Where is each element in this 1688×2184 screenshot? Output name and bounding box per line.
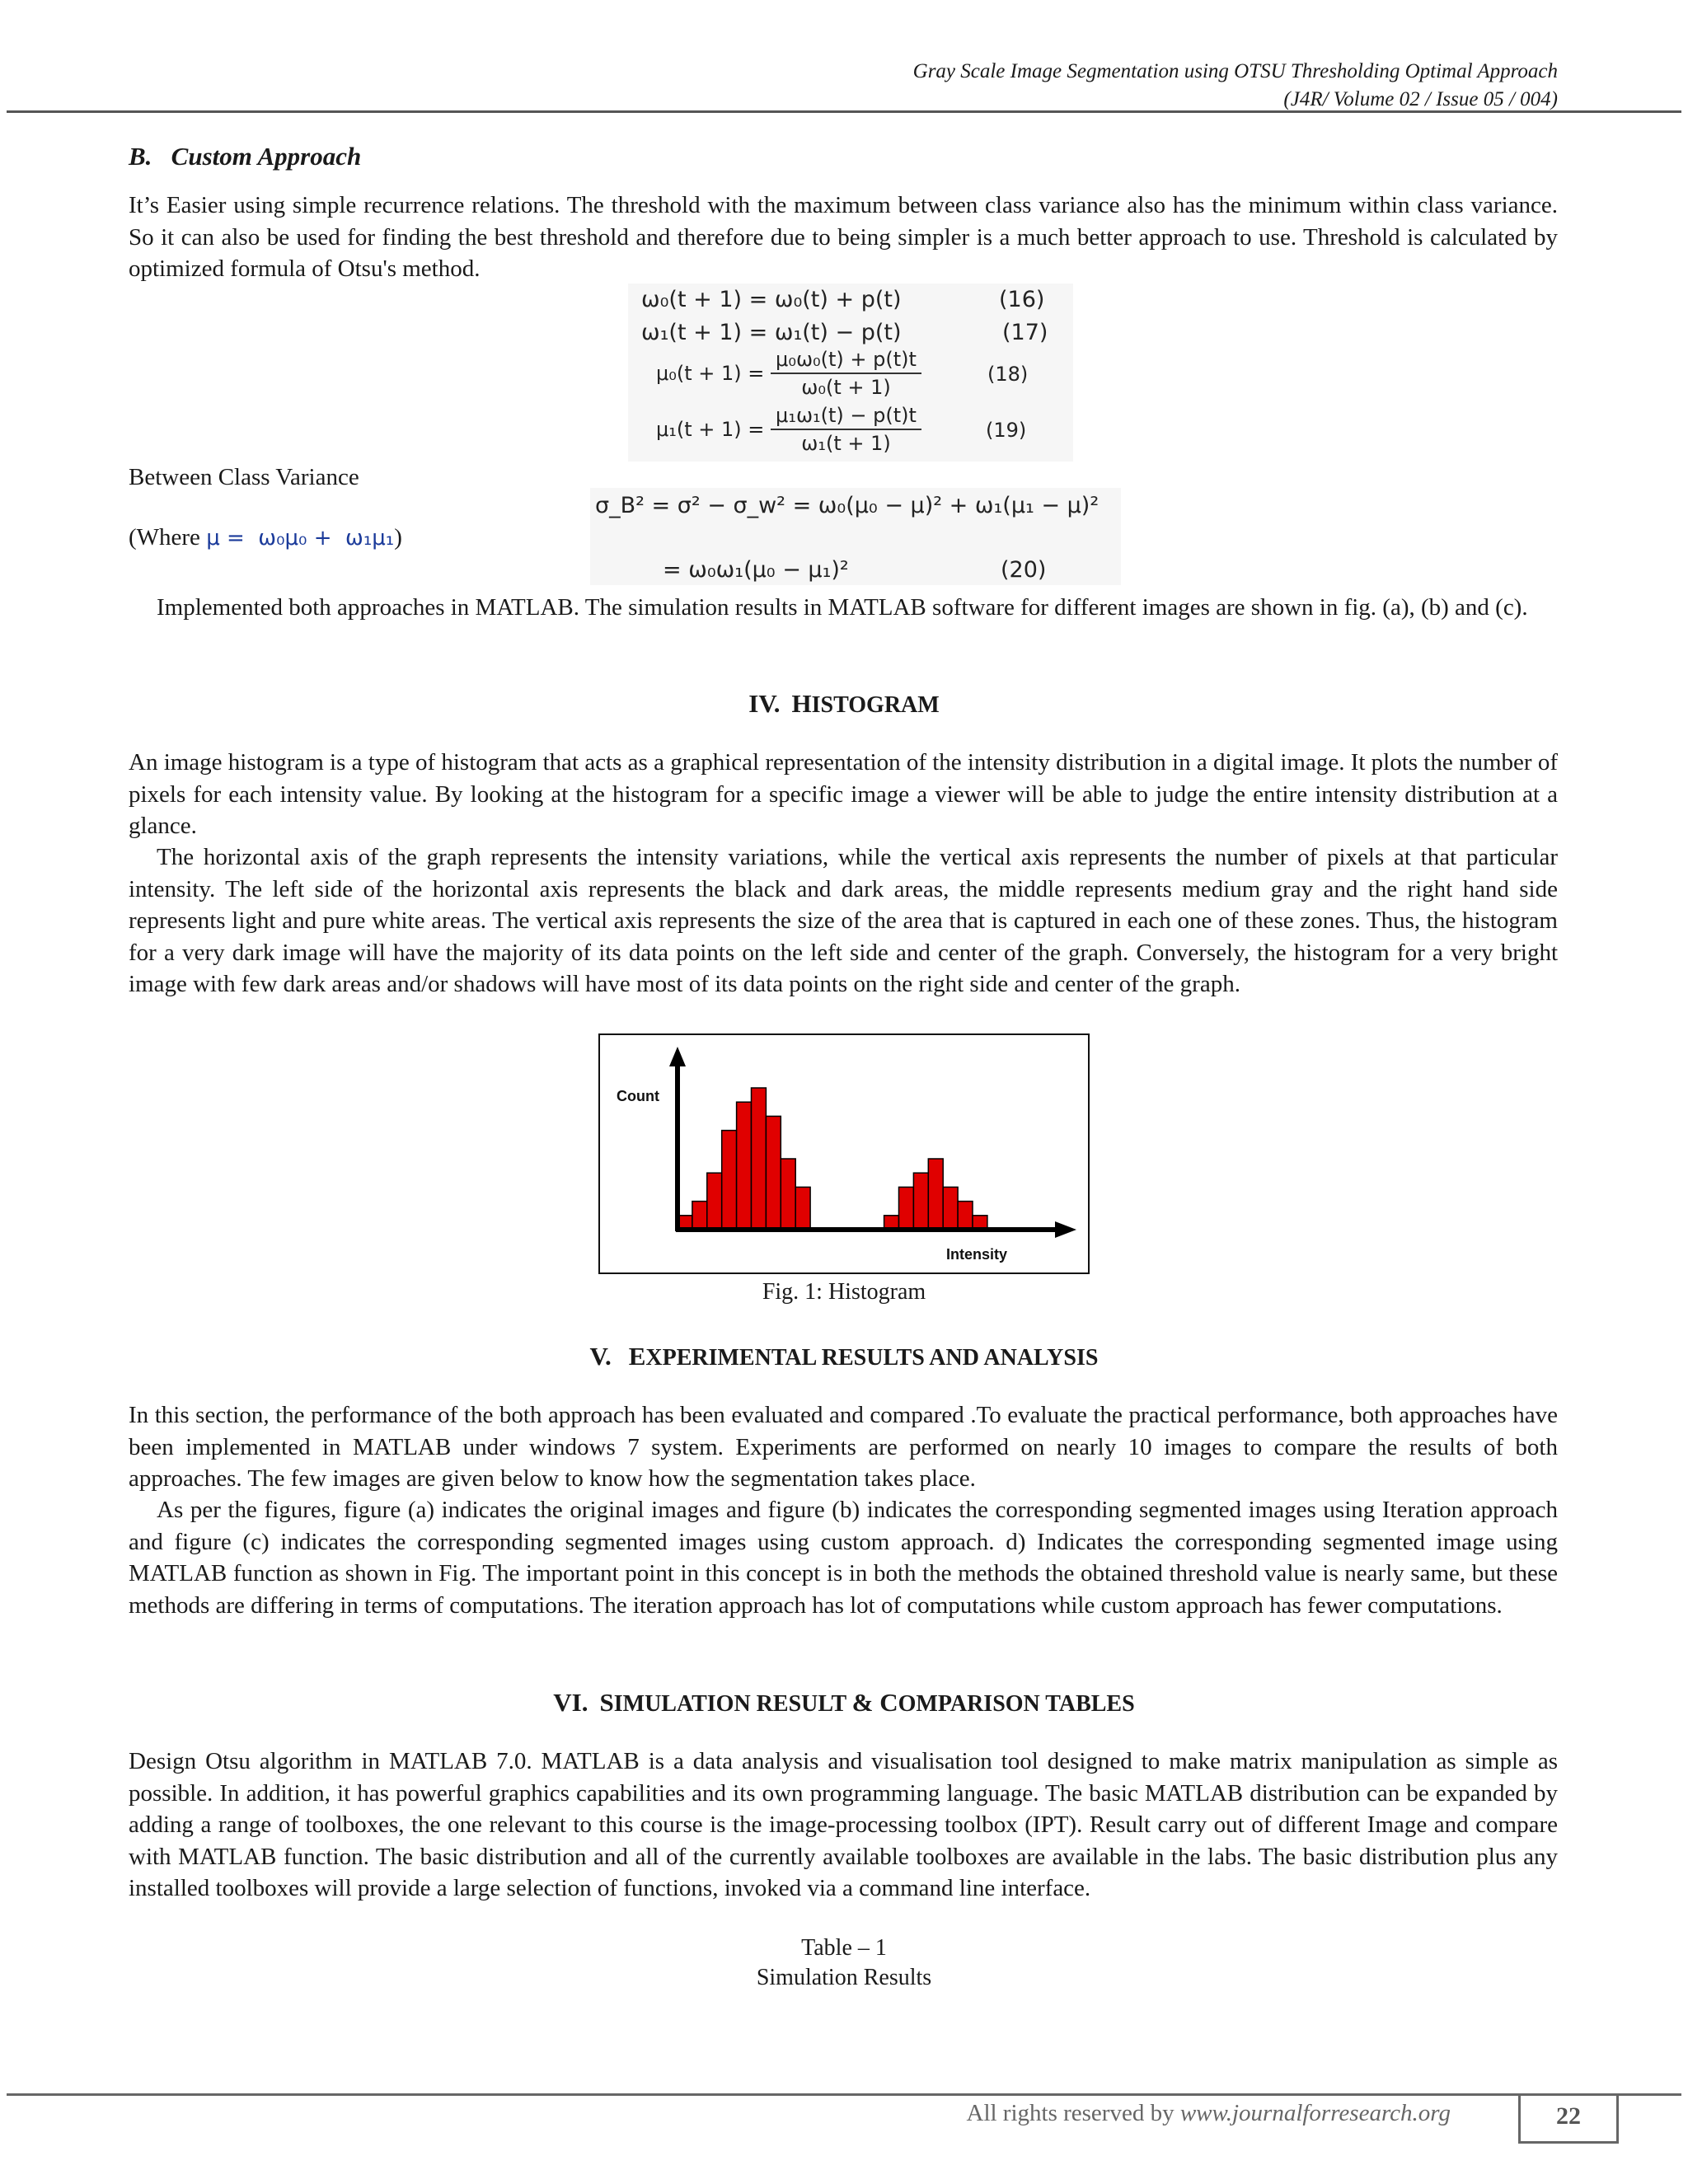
equation-18-numerator: μ₀ω₀(t) + p(t)t <box>771 348 921 374</box>
table-label: Table – 1 <box>801 1935 887 1961</box>
section-title-initial: E <box>628 1342 646 1371</box>
section-title-initial-2: C <box>873 1688 898 1717</box>
section-heading-experimental <box>0 1342 1688 1371</box>
x-axis-label: Intensity <box>946 1246 1008 1263</box>
histogram-paragraph-1: An image histogram is a type of histogram that acts as a graphical representation of the intensity distribution in a digital image. It plots the number of pixels for each intensity value. By looking at the histogram for a specific image a viewer will be able to judge the entire intensity distribution at a glance. <box>129 749 1558 839</box>
histogram-bar <box>752 1088 767 1230</box>
where-formula: μ = ω₀μ₀ + ω₁μ₁ <box>206 526 395 551</box>
section-title-ampersand: & <box>851 1688 874 1717</box>
figure-caption: Fig. 1: Histogram <box>762 1279 926 1305</box>
custom-approach-paragraph: It’s Easier using simple recurrence relations. The threshold with the maximum between class variance also has the minimum within class variance. So it can also be used for finding the best threshold and therefore due to being simpler is a much better approach to use. Threshold is calculated by optimized formula of Otsu's method. <box>129 192 1558 282</box>
histogram-paragraph-2: The horizontal axis of the graph represents the intensity variations, while the vertical axis represents the number of pixels at that particular intensity. The left side of the horizontal axis represents the black and dark areas, the middle represents medium gray and the right hand side represents light and pure white areas. The vertical axis represents the size of the area that is captured in each one of these zones. Thus, the histogram for a very dark image will have the majority of its data points on the left side and center of the graph. Conversely, the histogram for a very bright image with few dark areas and/or shadows will have most of its data points on the right side and center of the graph. <box>129 844 1558 997</box>
experimental-paragraph-1: In this section, the performance of the both approach has been evaluated and compared .To evaluate the practical performance, both approaches have been implemented in MATLAB under windows 7 system. Experiments are performed on nearly 10 images to compare the results of both approaches. The few images are given below to know how the segmentation takes place. <box>129 1402 1558 1492</box>
where-prefix: (Where <box>129 524 207 551</box>
histogram-bar <box>737 1102 752 1230</box>
section-number: V. <box>589 1342 612 1371</box>
section-title-rest: ISTOGRAM <box>811 692 940 718</box>
section-heading-histogram <box>0 689 1688 719</box>
equation-16-number: (16) <box>999 287 1045 312</box>
histogram-bar <box>899 1187 914 1230</box>
page-number: 22 <box>1518 2095 1619 2144</box>
histogram-bar <box>707 1173 722 1230</box>
equation-19 <box>656 404 921 455</box>
histogram-bar <box>943 1187 958 1230</box>
footer-rule <box>7 2093 1681 2096</box>
equation-18-lhs: μ₀(t + 1) = <box>656 362 765 385</box>
header-volume: (J4R/ Volume 02 / Issue 05 / 004) <box>1283 88 1558 110</box>
equation-17-number: (17) <box>1002 320 1048 345</box>
histogram-bar <box>928 1159 943 1230</box>
histogram-bar <box>766 1116 781 1230</box>
footer-site-link[interactable]: www.journalforresearch.org <box>1179 2100 1451 2126</box>
equation-18 <box>656 348 921 399</box>
section-number: VI. <box>553 1688 588 1717</box>
section-title-rest-2: OMPARISON TABLES <box>898 1691 1135 1717</box>
between-class-label: Between Class Variance <box>129 464 359 490</box>
histogram-figure <box>598 1033 1090 1274</box>
implemented-paragraph: Implemented both approaches in MATLAB. The simulation results in MATLAB software for different images are shown in fig. (a), (b) and (c). <box>157 594 1528 621</box>
equation-19-number: (19) <box>986 419 1027 442</box>
section-number: IV. <box>748 689 781 718</box>
equation-17: ω₁(t + 1) = ω₁(t) − p(t) <box>641 320 902 345</box>
equation-20-number: (20) <box>1001 557 1047 583</box>
header-title: Gray Scale Image Segmentation using OTSU Thresholding Optimal Approach <box>912 60 1558 82</box>
running-header <box>913 58 1558 114</box>
histogram-bar <box>958 1202 973 1230</box>
equation-19-numerator: μ₁ω₁(t) − p(t)t <box>771 404 921 430</box>
header-rule <box>7 110 1681 113</box>
equation-20-line2: = ω₀ω₁(μ₀ − μ₁)² <box>663 557 849 583</box>
footer-rights <box>967 2100 1451 2127</box>
histogram-bar <box>781 1159 795 1230</box>
section-title-rest: IMULATION RESULT <box>613 1691 852 1717</box>
histogram-bar <box>692 1202 707 1230</box>
equation-19-lhs: μ₁(t + 1) = <box>656 418 765 441</box>
subsection-heading: B. Custom Approach <box>129 142 362 171</box>
histogram-bar <box>795 1187 810 1230</box>
equation-16: ω₀(t + 1) = ω₀(t) + p(t) <box>641 287 902 312</box>
y-axis-arrow <box>669 1047 686 1066</box>
simulation-paragraph: Design Otsu algorithm in MATLAB 7.0. MATLAB is a data analysis and visualisation tool designed to make matrix manipulation as simple as possible. In addition, it has powerful graphics capabilities and its own programming language. The basic MATLAB distribution can be expanded by adding a range of toolboxes, the one relevant to this course is the image-processing toolbox (IPT). Result carry out of different Image and compare with MATLAB function. The basic distribution and all of the currently available toolboxes are available in the labs. The basic distribution plus any installed toolboxes will provide a large selection of functions, invoked via a command line interface. <box>129 1748 1558 1901</box>
x-axis-arrow <box>1055 1221 1076 1238</box>
section-title-initial: H <box>791 689 812 718</box>
histogram-bar <box>722 1131 737 1230</box>
table-title: Simulation Results <box>756 1965 932 1990</box>
histogram-chart <box>600 1035 1088 1272</box>
where-suffix: ) <box>394 524 402 551</box>
experimental-paragraph-2: As per the figures, figure (a) indicates the original images and figure (b) indicates the corresponding segmented images using Iteration approach and figure (c) indicates the corresponding segmented images using custom approach. d) Indicates the corresponding segmented image using MATLAB function as shown in Fig. The important point in this concept is in both the methods the obtained threshold value is nearly same, but these methods are differing in terms of computations. The iteration approach has lot of computations while custom approach has fewer computations. <box>129 1497 1558 1619</box>
section-title-rest: XPERIMENTAL RESULTS AND ANALYSIS <box>645 1345 1099 1371</box>
section-heading-simulation <box>0 1688 1688 1718</box>
equation-19-denominator: ω₁(t + 1) <box>801 432 891 455</box>
histogram-bar <box>913 1173 928 1230</box>
y-axis-label: Count <box>617 1088 659 1104</box>
equation-18-number: (18) <box>987 363 1029 386</box>
where-clause <box>129 524 402 551</box>
footer-rights-text: All rights reserved by <box>966 2100 1180 2126</box>
section-title-initial: S <box>599 1688 614 1717</box>
equation-20-line1: σ_B² = σ² − σ_w² = ω₀(μ₀ − μ)² + ω₁(μ₁ − μ)² <box>595 493 1100 518</box>
equation-18-denominator: ω₀(t + 1) <box>801 376 891 399</box>
